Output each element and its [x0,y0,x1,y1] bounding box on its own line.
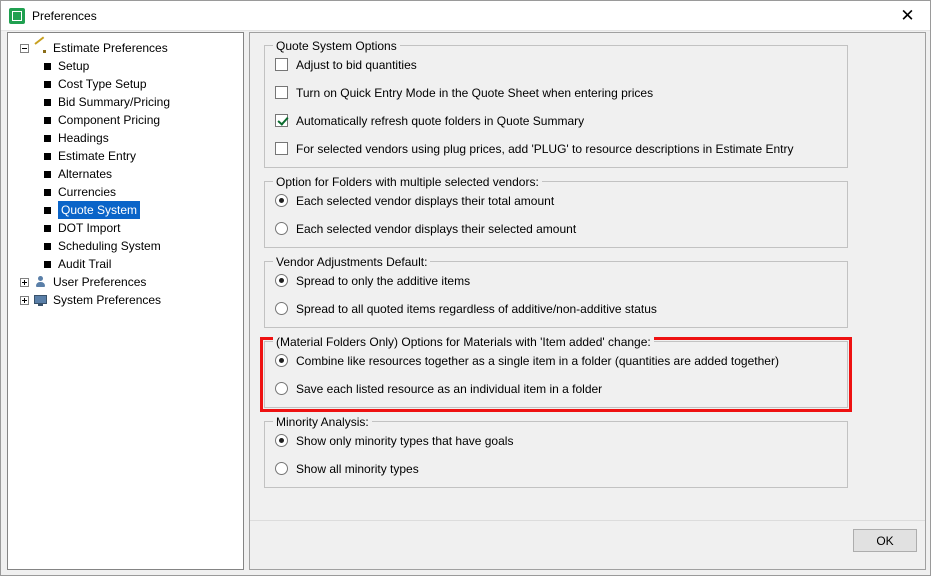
option-label: Spread to only the additive items [296,274,471,288]
group-material-folders-item-added [264,335,848,408]
tree-node-label: Component Pricing [58,113,161,127]
radio-icon[interactable] [275,302,288,315]
option-label: For selected vendors using plug prices, add 'PLUG' to resource descriptions in Estimate Entry [296,142,794,156]
tree-node-component-pricing[interactable] [8,111,243,129]
tree-node-bid-summary-pricing[interactable] [8,93,243,111]
bullet-icon [44,135,51,142]
radio-icon[interactable] [275,222,288,235]
checkbox-icon[interactable] [275,58,288,71]
option-label: Show all minority types [296,462,419,476]
group-vendor-adjustments-default [264,255,848,328]
preferences-tree-pane[interactable] [7,32,244,570]
bullet-icon [44,99,51,106]
tree-node-label: Estimate Preferences [53,41,168,55]
tree-node-system-preferences[interactable] [8,291,243,309]
tree-node-label: Cost Type Setup [58,77,147,91]
group-quote-system-options [264,39,848,168]
tree-node-audit-trail[interactable] [8,255,243,273]
tree-node-label: Estimate Entry [58,149,137,163]
bullet-icon [44,171,51,178]
window-title: Preferences [32,8,97,23]
bullet-icon [44,261,51,268]
settings-groups [250,33,925,488]
settings-pane [249,32,926,570]
tree-node-estimate-preferences[interactable] [8,39,243,57]
group-legend: Vendor Adjustments Default: [273,255,430,269]
tree-node-label: System Preferences [53,293,162,307]
bullet-icon [44,81,51,88]
tree-node-label: DOT Import [58,221,121,235]
tree-node-label: Quote System [58,201,140,219]
radio-icon[interactable] [275,462,288,475]
option-plug-price-descriptions[interactable] [275,142,837,156]
checkbox-icon[interactable] [275,114,288,127]
option-auto-refresh-quote-folders[interactable] [275,114,837,128]
radio-icon[interactable] [275,194,288,207]
bullet-icon [44,243,51,250]
checkbox-icon[interactable] [275,142,288,155]
bullet-icon [44,63,51,70]
tree-node-quote-system[interactable] [8,201,243,219]
group-legend: Option for Folders with multiple selected vendors: [273,175,542,189]
tree-node-label: Audit Trail [58,257,112,271]
radio-icon[interactable] [275,354,288,367]
option-all-minority-types[interactable] [275,462,837,476]
bullet-icon [44,117,51,124]
option-label: Spread to all quoted items regardless of additive/non-additive status [296,302,657,316]
checkbox-icon[interactable] [275,86,288,99]
monitor-icon [34,293,48,307]
tree-node-currencies[interactable] [8,183,243,201]
expander-icon[interactable] [20,296,29,305]
estimate-app-icon [9,8,25,24]
preferences-tree [8,33,243,309]
tree-node-label: User Preferences [53,275,147,289]
group-legend: (Material Folders Only) Options for Materials with 'Item added' change: [273,335,654,349]
tree-node-label: Headings [58,131,109,145]
expander-icon[interactable] [20,44,29,53]
option-combine-like-resources[interactable] [275,354,837,368]
option-label: Turn on Quick Entry Mode in the Quote Sheet when entering prices [296,86,654,100]
group-minority-analysis [264,415,848,488]
bullet-icon [44,189,51,196]
tree-node-estimate-entry[interactable] [8,147,243,165]
option-spread-additive-only[interactable] [275,274,837,288]
option-label: Show only minority types that have goals [296,434,514,448]
tree-node-label: Bid Summary/Pricing [58,95,171,109]
option-vendor-selected-amount[interactable] [275,222,837,236]
tree-node-user-preferences[interactable] [8,273,243,291]
option-quick-entry-mode[interactable] [275,86,837,100]
tree-node-setup[interactable] [8,57,243,75]
option-label: Each selected vendor displays their selected amount [296,222,577,236]
tree-node-scheduling-system[interactable] [8,237,243,255]
close-icon[interactable]: ✕ [900,5,915,25]
tree-node-dot-import[interactable] [8,219,243,237]
bullet-icon [44,225,51,232]
tree-node-label: Setup [58,59,90,73]
pencil-icon [34,41,48,55]
bullet-icon [44,207,51,214]
group-multiple-selected-vendors [264,175,848,248]
option-label: Adjust to bid quantities [296,58,417,72]
option-vendor-total-amount[interactable] [275,194,837,208]
expander-icon[interactable] [20,278,29,287]
tree-node-label: Currencies [58,185,117,199]
group-legend: Quote System Options [273,39,400,53]
option-label: Automatically refresh quote folders in Quote Summary [296,114,585,128]
tree-node-alternates[interactable] [8,165,243,183]
radio-icon[interactable] [275,434,288,447]
tree-node-label: Alternates [58,167,113,181]
tree-node-label: Scheduling System [58,239,161,253]
title-bar [1,1,930,31]
dialog-footer [250,520,925,569]
radio-icon[interactable] [275,274,288,287]
radio-icon[interactable] [275,382,288,395]
option-adjust-to-bid-quantities[interactable] [275,58,837,72]
ok-button[interactable]: OK [853,529,917,552]
option-minority-with-goals[interactable] [275,434,837,448]
option-save-individual-item[interactable] [275,382,837,396]
group-legend: Minority Analysis: [273,415,372,429]
tree-node-headings[interactable] [8,129,243,147]
option-label: Each selected vendor displays their total amount [296,194,555,208]
option-label: Save each listed resource as an individual item in a folder [296,382,603,396]
person-icon [34,275,48,289]
tree-node-cost-type-setup[interactable] [8,75,243,93]
window-content [1,31,930,575]
option-label: Combine like resources together as a single item in a folder (quantities are added together) [296,354,779,368]
option-spread-all-quoted-items[interactable] [275,302,837,316]
bullet-icon [44,153,51,160]
